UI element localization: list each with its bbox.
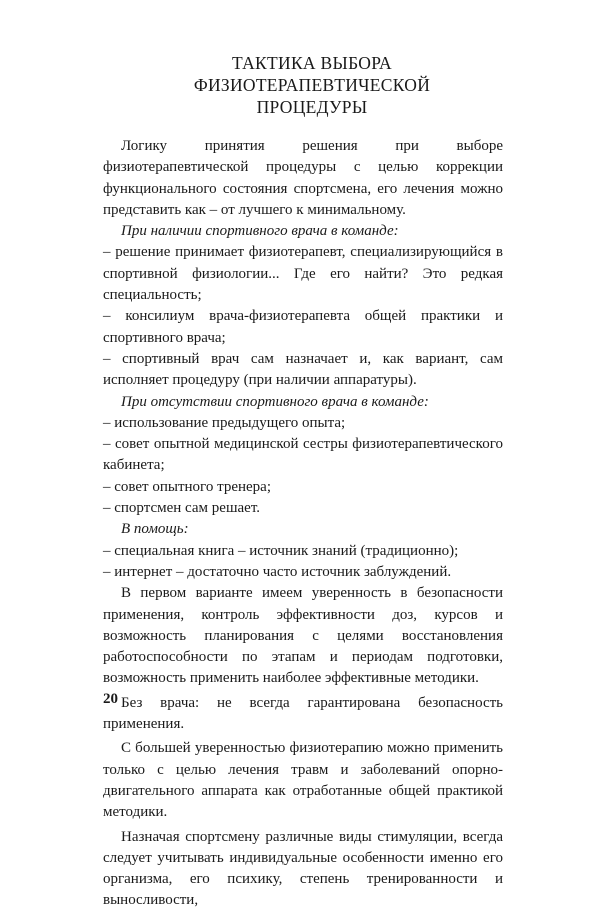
list-item: – спортсмен сам решает. (103, 500, 261, 517)
page-content (103, 52, 503, 912)
body-text (103, 136, 503, 912)
intro-paragraph: Логику принятия решения при выборе физиотерапевтической процедуры с целью коррекции функционального состояния спортсмена, его лечения можно представить как – от лучшего к минимальному. (103, 138, 503, 218)
paragraph-first-variant: В первом варианте имеем уверенность в безопасности применения, контроль эффективности доз, курсов и возможность планирования с целями восстановления работоспособности по этапам и периодам подготовки, возможность применить наиболее эффективные методики. (103, 585, 503, 687)
title-line-1: ТАКТИКА ВЫБОРА ФИЗИОТЕРАПЕВТИЧЕСКОЙ (193, 53, 431, 95)
page-title (103, 52, 503, 118)
list-item: – консилиум врача-физиотерапевта общей практики и спортивного врача; (103, 308, 503, 346)
list-item: – совет опытного тренера; (103, 478, 271, 495)
list-item: – использование предыдущего опыта; (103, 414, 346, 431)
title-line-2: ПРОЦЕДУРЫ (256, 97, 368, 117)
paragraph-without-doctor: Без врача: не всегда гарантирована безопасность применения. (103, 694, 503, 733)
subheading-help: В помощь: (121, 521, 189, 538)
list-item: – спортивный врач сам назначает и, как вариант, сам исполняет процедуру (при наличии аппаратуры). (103, 350, 503, 389)
list-item: – специальная книга – источник знаний (традиционно); (103, 542, 459, 559)
list-item: – совет опытной медицинской сестры физиотерапевтического кабинета; (103, 436, 503, 474)
subheading-without-doctor: При отсутствии спортивного врача в команде: (121, 393, 429, 410)
paragraph-physiotherapy: С большей уверенностью физиотерапию можно применить только с целью лечения травм и заболеваний опорно-двигательного аппарата как отработанные общей практикой методики. (103, 740, 503, 821)
list-item: – интернет – достаточно часто источник заблуждений. (103, 563, 452, 580)
subheading-with-doctor: При наличии спортивного врача в команде: (121, 223, 399, 240)
paragraph-stimulation: Назначая спортсмену различные виды стимуляции, всегда следует учитывать индивидуальные особенности именно его организма, его психику, степень тренированности и выносливости, (103, 828, 503, 909)
page-number: 20 (103, 691, 118, 707)
list-item: – решение принимает физиотерапевт, специализирующийся в спортивной физиологии... Где его найти? Это редкая специальность; (103, 244, 503, 304)
